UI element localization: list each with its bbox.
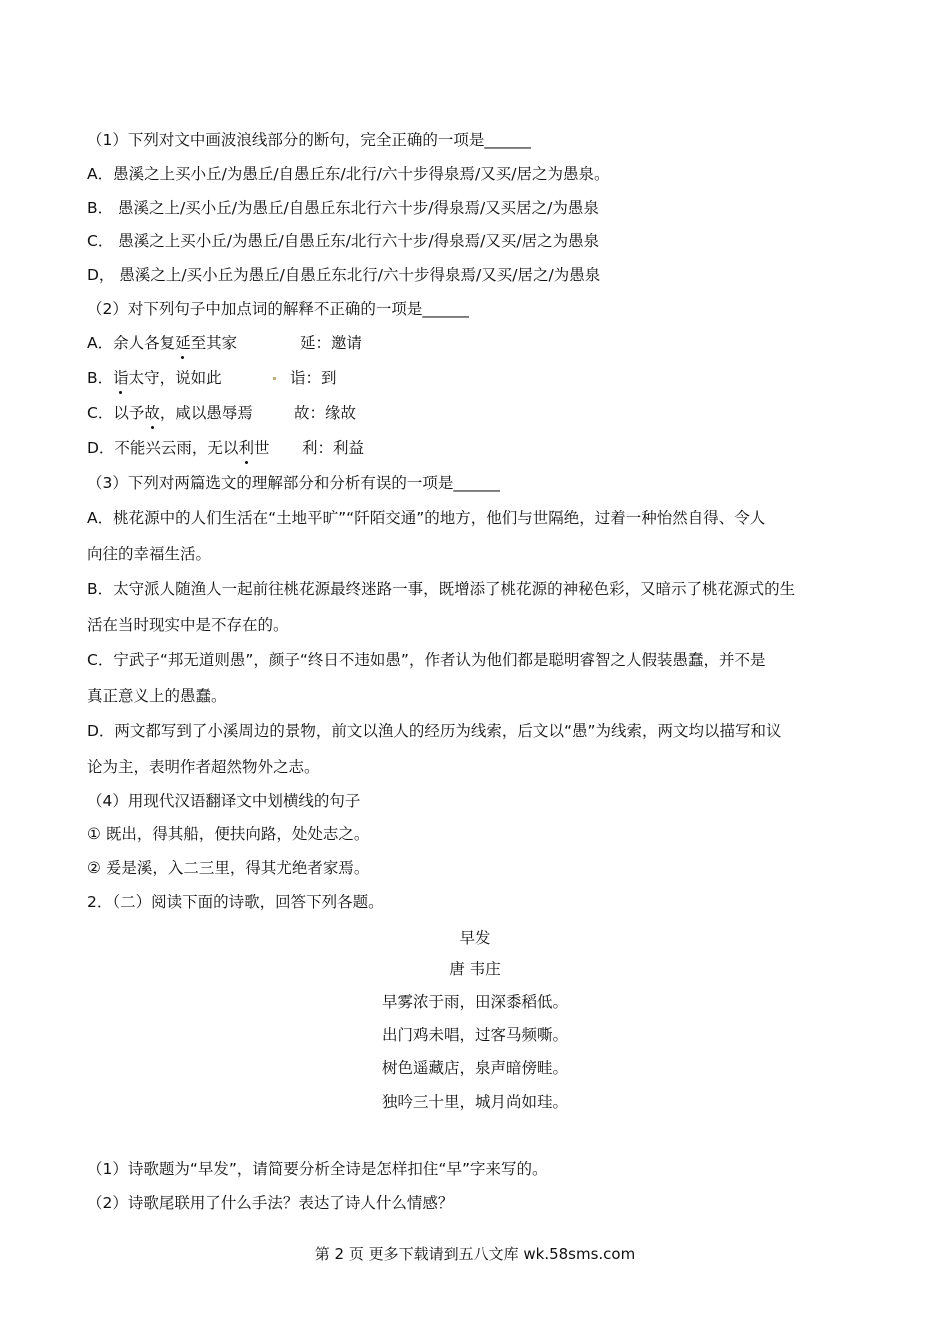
q4-stem: （4）用现代汉语翻译文中划横线的句子 — [87, 792, 361, 810]
q3-option-b-line1: B．太守派人随渔人一起前往桃花源最终迷路一事，既增添了桃花源的神秘色彩，又暗示了桃花源式的生 — [87, 580, 796, 598]
poem-line-2: 出门鸡未唱，过客马频嘶。 — [381, 1026, 568, 1044]
dotted-word: 利 — [238, 439, 254, 457]
q2-option-d-gloss: 利：利益 — [302, 439, 365, 457]
q2-option-c-gloss: 故：缘故 — [294, 404, 357, 422]
q1-option-d: D， 愚溪之上/买小丘为愚丘/自愚丘东北行/六十步得泉焉/又买/居之/为愚泉 — [87, 266, 601, 284]
q2-option-c — [87, 402, 253, 424]
poem-line-3: 树色遥藏店，泉声暗傍畦。 — [381, 1059, 568, 1077]
q4-item-1: ① 既出，得其船，便扶向路，处处志之。 — [87, 825, 370, 843]
poem-line-4: 独吟三十里，城月尚如珪。 — [381, 1093, 568, 1111]
q2-option-a-gloss: 延：邀请 — [300, 334, 363, 352]
option-text: D．不能兴云雨，无以 — [87, 439, 239, 457]
option-text: A．余人各复 — [87, 334, 176, 352]
q2-option-d — [87, 437, 269, 459]
q4-item-2: ② 爰是溪，入二三里，得其尤绝者家焉。 — [87, 859, 370, 877]
q1-stem: （1）下列对文中画波浪线部分的断句，完全正确的一项是______ — [87, 131, 531, 149]
poem-question-2: （2）诗歌尾联用了什么手法？表达了诗人什么情感？ — [87, 1194, 454, 1212]
q2-stem: （2）对下列句子中加点词的解释不正确的一项是______ — [87, 300, 469, 318]
option-text: 太守，说如此 — [128, 369, 222, 387]
q3-option-b-line2: 活在当时现实中是不存在的。 — [87, 616, 289, 634]
q3-option-c-line1: C．宁武子“邦无道则愚”，颜子“终日不违如愚”，作者认为他们都是聪明睿智之人假装愚蠢，并不是 — [87, 651, 766, 669]
option-text: C．以予 — [87, 404, 145, 422]
q2-option-a — [87, 332, 237, 354]
q3-option-d-line1: D．两文都写到了小溪周边的景物，前文以渔人的经历为线索，后文以“愚”为线索，两文均以描写和议 — [87, 722, 782, 740]
q1-option-c: C． 愚溪之上买小丘/为愚丘/自愚丘东/北行六十步/得泉焉/又买/居之为愚泉 — [87, 232, 600, 250]
q3-option-c-line2: 真正意义上的愚蠢。 — [87, 687, 227, 705]
dotted-word: 故 — [144, 404, 160, 422]
poem-title: 早发 — [459, 929, 491, 947]
q3-option-a-line1: A．桃花源中的人们生活在“土地平旷”“阡陌交通”的地方，他们与世隔绝，过着一种怡然自得、令人 — [87, 509, 766, 527]
dotted-word: 诣 — [113, 369, 129, 387]
q3-option-a-line2: 向往的幸福生活。 — [87, 545, 212, 563]
q2-option-b-gloss: 诣：到 — [290, 369, 337, 387]
option-text: 世 — [253, 439, 270, 457]
poem-line-1: 早雾浓于雨，田深黍稻低。 — [381, 993, 568, 1011]
section2-heading: 2．（二）阅读下面的诗歌，回答下列各题。 — [87, 893, 384, 911]
q1-option-b: B． 愚溪之上/买小丘/为愚丘/自愚丘东北行六十步/得泉焉/又买居之/为愚泉 — [87, 199, 599, 217]
dotted-word: 延 — [175, 334, 191, 352]
option-text: B． — [87, 369, 114, 387]
q3-option-d-line2: 论为主，表明作者超然物外之志。 — [87, 758, 320, 776]
q2-option-b — [87, 367, 222, 389]
option-text: 至其家 — [190, 334, 238, 352]
q3-stem: （3）下列对两篇选文的理解部分和分析有误的一项是______ — [87, 474, 500, 492]
option-text: ，咸以愚辱焉 — [159, 404, 253, 422]
q1-option-a: A．愚溪之上买小丘/为愚丘/自愚丘东/北行/六十步得泉焉/又买/居之为愚泉。 — [87, 165, 610, 183]
stray-mark — [273, 377, 276, 380]
poem-author: 唐 韦庄 — [449, 960, 501, 978]
page-footer: 第 2 页 更多下载请到五八文库 wk.58sms.com — [314, 1245, 636, 1263]
poem-question-1: （1）诗歌题为“早发”，请简要分析全诗是怎样扣住“早”字来写的。 — [87, 1160, 548, 1178]
